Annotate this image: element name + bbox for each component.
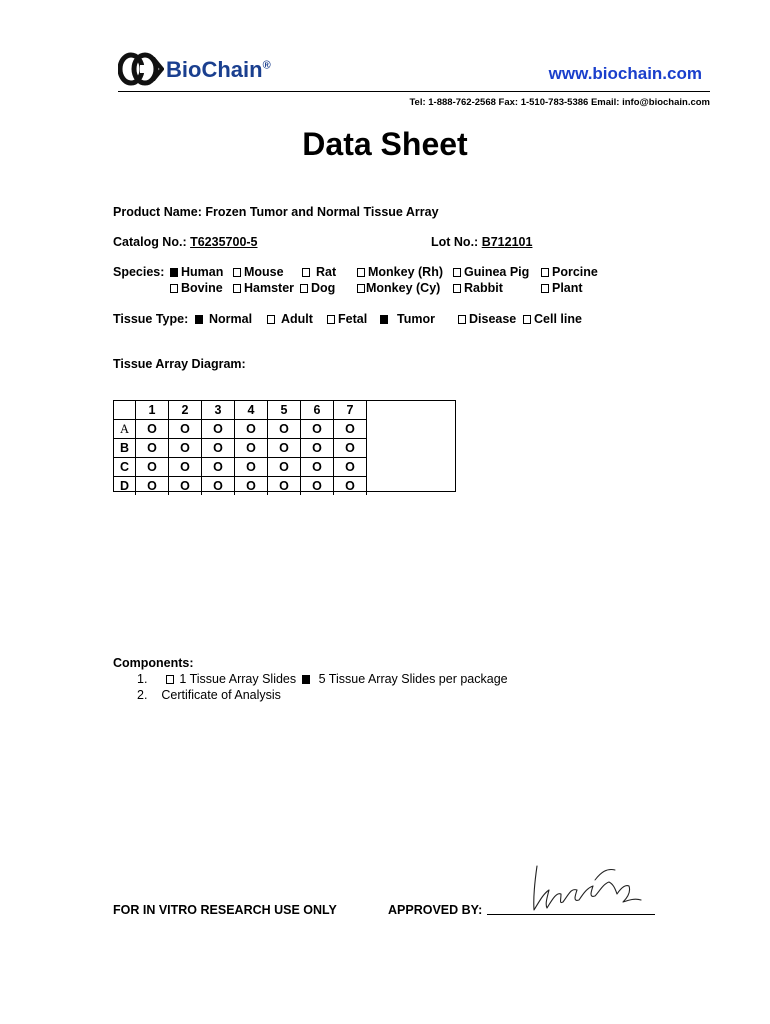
table-row xyxy=(114,458,367,477)
species-option-hamster[interactable]: Hamster xyxy=(233,281,294,295)
array-spot: O xyxy=(268,458,301,477)
contact-info: Tel: 1-888-762-2568 Fax: 1-510-783-5386 Email: info@biochain.com xyxy=(409,97,710,108)
row-header: C xyxy=(114,458,136,477)
species-option-plant[interactable]: Plant xyxy=(541,281,583,295)
array-spot: O xyxy=(202,458,235,477)
array-spot: O xyxy=(136,439,169,458)
species-option-rat[interactable]: Rat xyxy=(302,265,336,279)
species-option-human[interactable]: Human xyxy=(170,265,223,279)
array-spot: O xyxy=(235,420,268,439)
tissue-array-grid xyxy=(113,400,456,492)
checkbox-icon xyxy=(166,675,174,684)
table-corner-cell xyxy=(114,401,136,420)
product-name-row xyxy=(113,205,439,219)
species-option-porcine[interactable]: Porcine xyxy=(541,265,598,279)
array-spot: O xyxy=(301,458,334,477)
checkbox-icon xyxy=(453,268,461,277)
array-spot: O xyxy=(334,439,367,458)
diagram-label: Tissue Array Diagram: xyxy=(113,357,246,371)
array-spot: O xyxy=(169,458,202,477)
array-spot: O xyxy=(301,420,334,439)
logo-text: BioChain® xyxy=(166,57,271,82)
checkbox-checked-icon xyxy=(195,315,203,324)
lot-value: B712101 xyxy=(481,235,533,249)
catalog-value: T6235700-5 xyxy=(190,235,258,249)
header-divider xyxy=(118,91,710,92)
column-header: 2 xyxy=(169,401,202,420)
table-row xyxy=(114,420,367,439)
row-header: A xyxy=(114,420,136,439)
components-label: Components: xyxy=(113,656,194,670)
array-spot: O xyxy=(202,420,235,439)
array-spot: O xyxy=(334,477,367,496)
array-spot: O xyxy=(301,477,334,496)
array-spot: O xyxy=(235,477,268,496)
array-spot: O xyxy=(268,477,301,496)
checkbox-icon xyxy=(327,315,335,324)
table-row xyxy=(114,477,367,496)
biochain-logo-icon xyxy=(118,52,164,86)
slides-option-5[interactable]: 5 Tissue Array Slides per package xyxy=(300,672,508,686)
list-number: 2. xyxy=(137,688,148,702)
column-header: 7 xyxy=(334,401,367,420)
array-spot: O xyxy=(202,439,235,458)
list-item xyxy=(137,672,508,686)
array-spot: O xyxy=(301,439,334,458)
column-header: 4 xyxy=(235,401,268,420)
array-spot: O xyxy=(235,458,268,477)
checkbox-icon xyxy=(523,315,531,324)
tissue-type-label: Tissue Type: xyxy=(113,312,189,326)
tissue-option-adult[interactable]: Adult xyxy=(267,312,313,326)
species-option-monkey-rh[interactable]: Monkey (Rh) xyxy=(357,265,443,279)
checkbox-icon xyxy=(267,315,275,324)
tissue-option-disease[interactable]: Disease xyxy=(458,312,516,326)
tissue-option-cell-line[interactable]: Cell line xyxy=(523,312,582,326)
certificate-item: Certificate of Analysis xyxy=(161,688,281,702)
checkbox-icon xyxy=(453,284,461,293)
checkbox-checked-icon xyxy=(380,315,388,324)
tissue-option-fetal[interactable]: Fetal xyxy=(327,312,367,326)
species-label: Species: xyxy=(113,265,165,279)
species-option-monkey-cy[interactable]: Monkey (Cy) xyxy=(357,281,440,295)
page-title: Data Sheet xyxy=(302,126,468,162)
signature-image xyxy=(525,858,650,918)
species-option-bovine[interactable]: Bovine xyxy=(170,281,223,295)
approved-by-label: APPROVED BY: xyxy=(388,903,483,917)
product-name-label: Product Name: xyxy=(113,205,202,219)
catalog-row xyxy=(113,235,258,249)
species-option-mouse[interactable]: Mouse xyxy=(233,265,284,279)
lot-row xyxy=(431,235,532,249)
catalog-label: Catalog No.: xyxy=(113,235,187,249)
product-name-value: Frozen Tumor and Normal Tissue Array xyxy=(205,205,439,219)
checkbox-icon xyxy=(233,284,241,293)
checkbox-checked-icon xyxy=(302,675,310,684)
tissue-option-tumor[interactable]: Tumor xyxy=(380,312,435,326)
checkbox-icon xyxy=(541,284,549,293)
row-header: D xyxy=(114,477,136,496)
column-header: 6 xyxy=(301,401,334,420)
checkbox-icon xyxy=(302,268,310,277)
species-option-dog[interactable]: Dog xyxy=(300,281,335,295)
checkbox-icon xyxy=(458,315,466,324)
checkbox-icon xyxy=(357,284,365,293)
checkbox-icon xyxy=(541,268,549,277)
checkbox-icon xyxy=(357,268,365,277)
research-use-notice: FOR IN VITRO RESEARCH USE ONLY xyxy=(113,903,337,917)
list-item xyxy=(137,688,281,702)
checkbox-icon xyxy=(300,284,308,293)
tissue-array-table xyxy=(114,401,367,495)
species-option-rabbit[interactable]: Rabbit xyxy=(453,281,503,295)
array-spot: O xyxy=(202,477,235,496)
list-number: 1. xyxy=(137,672,148,686)
array-spot: O xyxy=(136,420,169,439)
array-spot: O xyxy=(334,420,367,439)
biochain-logo xyxy=(118,52,271,86)
array-spot: O xyxy=(169,439,202,458)
column-header: 5 xyxy=(268,401,301,420)
column-header: 1 xyxy=(136,401,169,420)
array-spot: O xyxy=(136,458,169,477)
checkbox-icon xyxy=(170,284,178,293)
table-row xyxy=(114,439,367,458)
row-header: B xyxy=(114,439,136,458)
array-notes-box xyxy=(360,401,456,491)
species-option-guinea-pig[interactable]: Guinea Pig xyxy=(453,265,529,279)
array-spot: O xyxy=(136,477,169,496)
lot-label: Lot No.: xyxy=(431,235,479,249)
array-spot: O xyxy=(169,420,202,439)
array-spot: O xyxy=(169,477,202,496)
column-header: 3 xyxy=(202,401,235,420)
array-spot: O xyxy=(235,439,268,458)
array-spot: O xyxy=(334,458,367,477)
checkbox-icon xyxy=(233,268,241,277)
slides-option-1[interactable]: 1 Tissue Array Slides xyxy=(166,672,296,686)
array-spot: O xyxy=(268,420,301,439)
tissue-option-normal[interactable]: Normal xyxy=(195,312,252,326)
array-spot: O xyxy=(268,439,301,458)
checkbox-checked-icon xyxy=(170,268,178,277)
table-header-row xyxy=(114,401,367,420)
website-link[interactable]: www.biochain.com xyxy=(548,64,702,83)
